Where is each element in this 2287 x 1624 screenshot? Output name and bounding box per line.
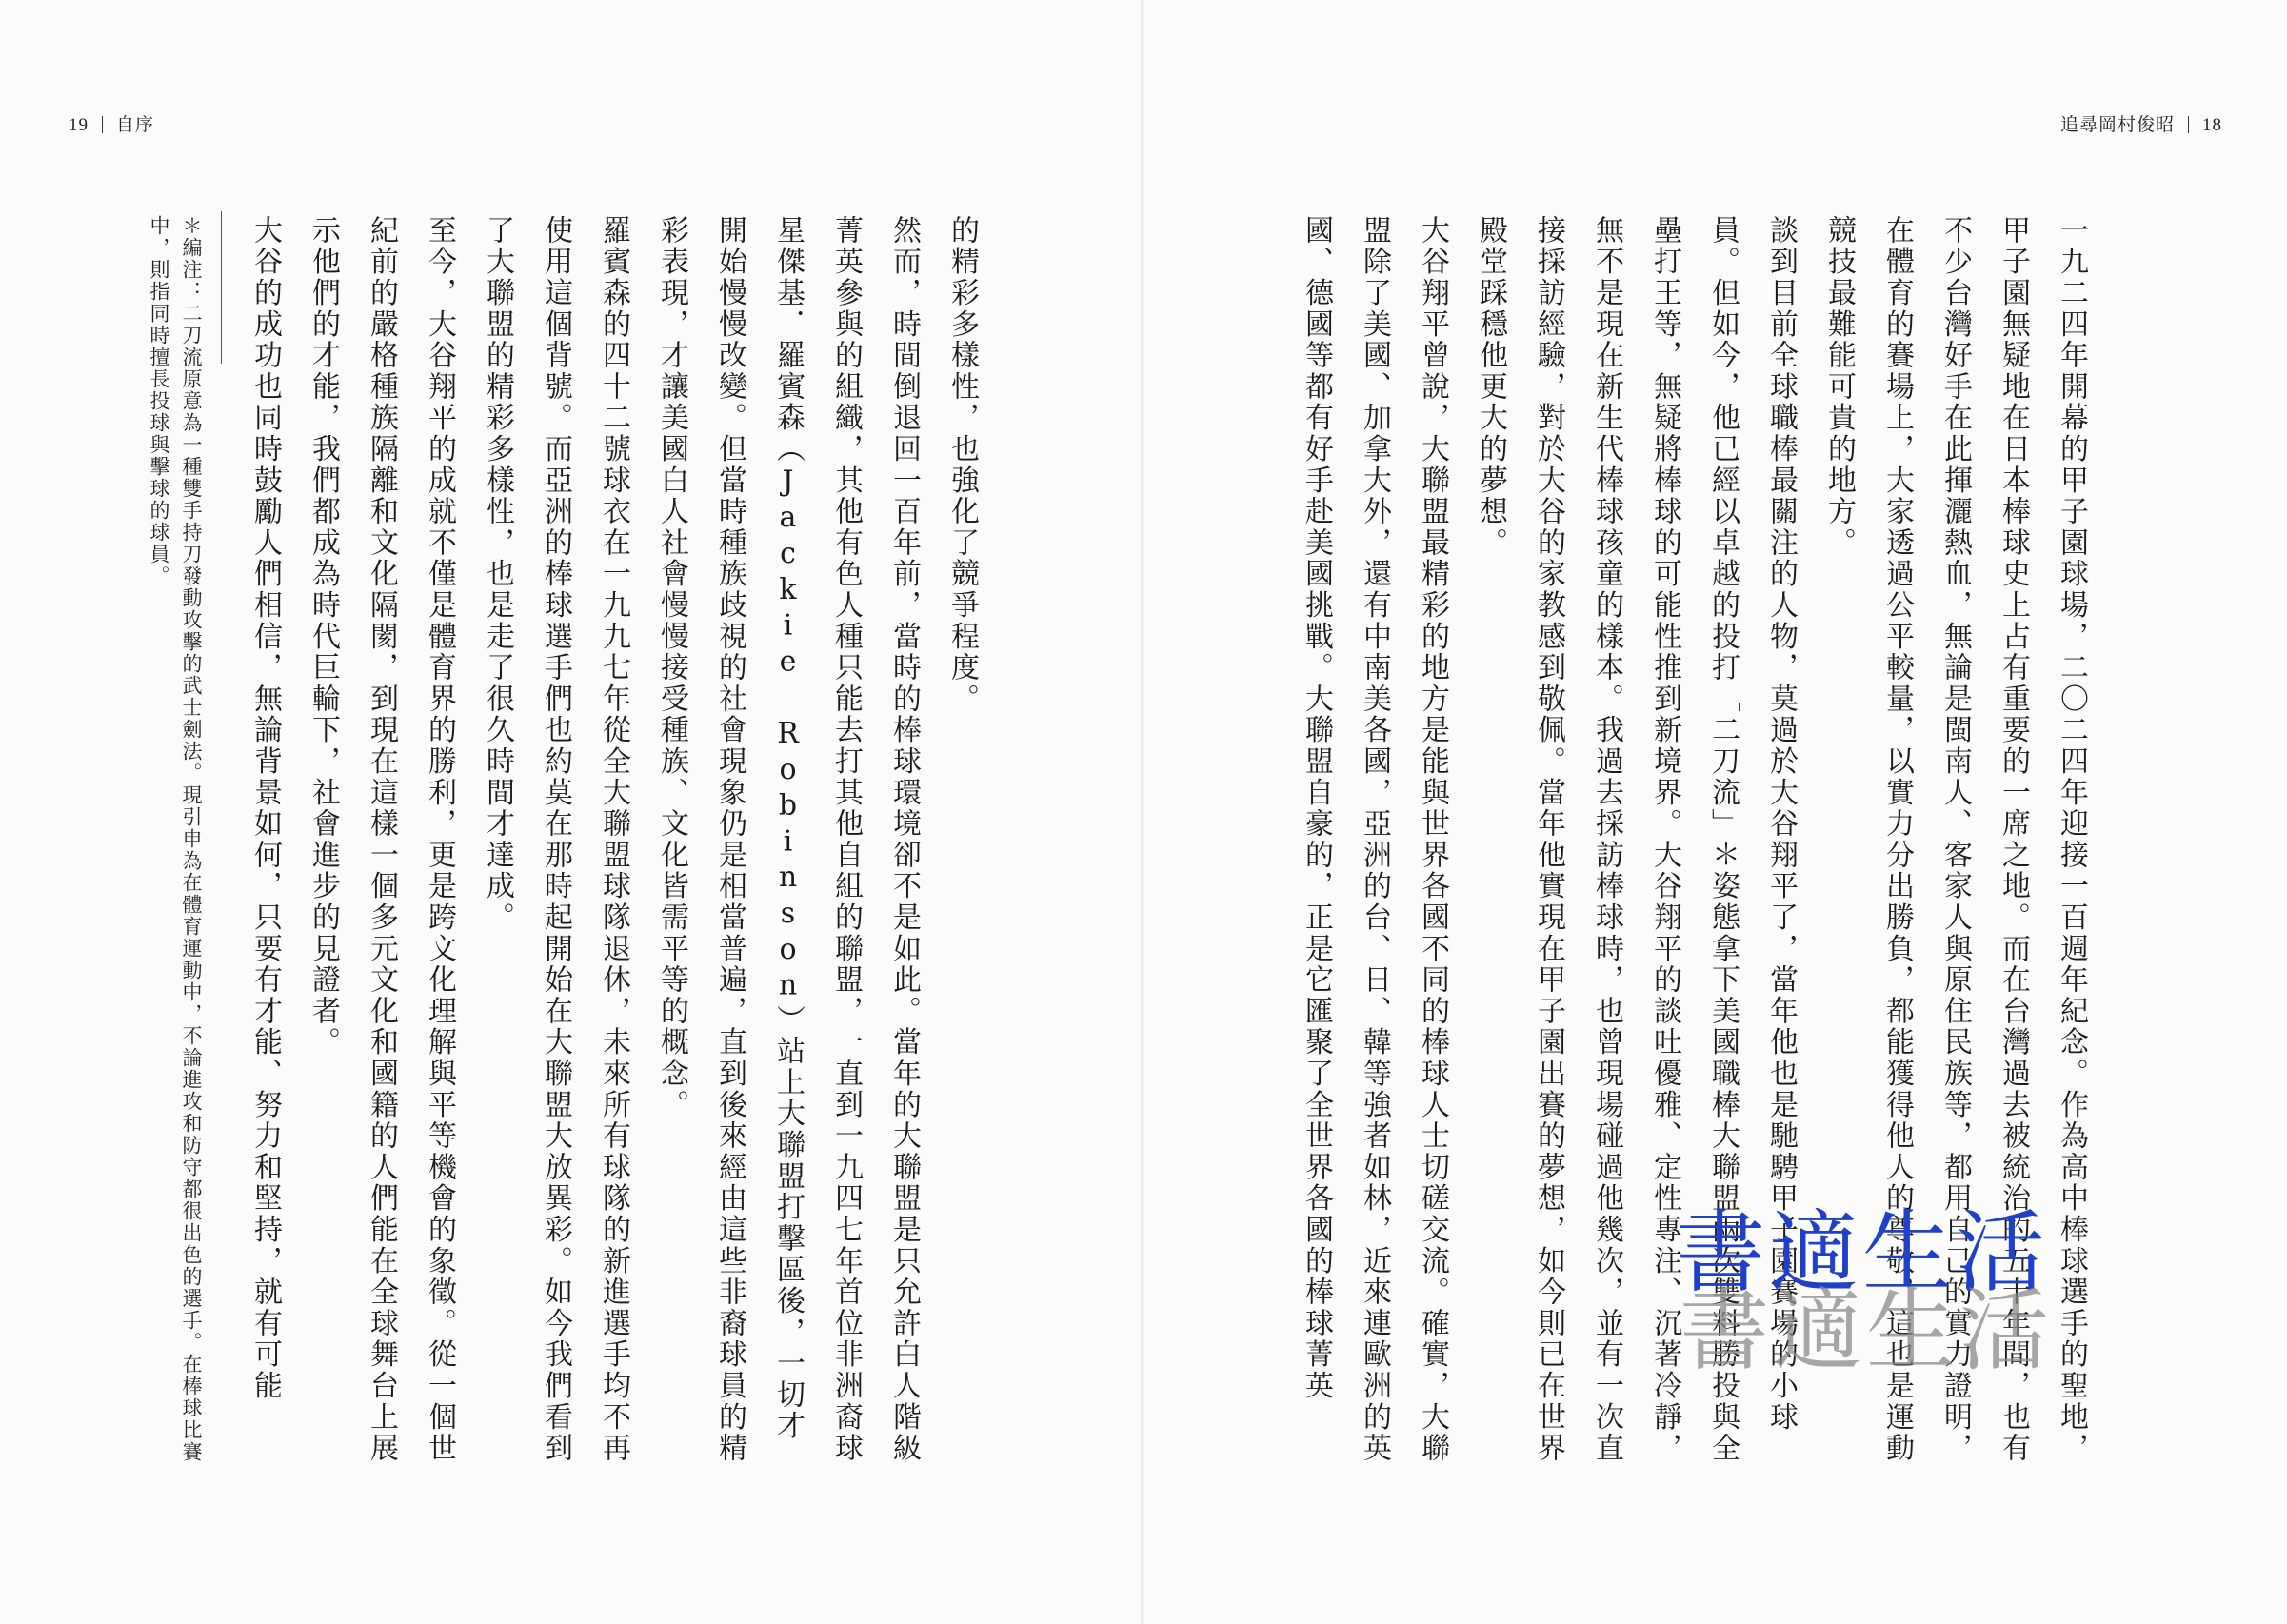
watermark-secondary: 書適生活 (1680, 1279, 2054, 1383)
body-paragraph: 的精彩多樣性，也強化了競爭程度。 (945, 215, 979, 715)
body-paragraph: 羅賓森的四十二號球衣在一九九七年從全大聯盟球隊退休，未來所有球隊的新進選手均不再使用這個背號。而亞洲的棒球選手們也約莫在那時起開始在大聯盟大放異彩。如今我們看到了大聯盟的精彩多樣性，也是走了很久時間才達成。 (481, 215, 630, 1464)
left-header-title: 自序 (116, 114, 155, 135)
body-paragraph: 一九二四年開幕的甲子園球場，二〇二四年迎接一百週年紀念。作為高中棒球選手的聖地，甲子園無疑地在日本棒球史上占有重要的一席之地。而在台灣過去被統治的五十年間，也有不少台灣好手在此揮灑熱血，無論是閩南人、客家人與原住民族等，都用自己的實力證明，在體育的賽場上，大家透過公平較量，以實力分出勝負，都能獲得他人的尊敬，這也是運動競技最難能可貴的地方。 (1822, 215, 2088, 1464)
body-paragraph: 大谷的成功也同時鼓勵人們相信，無論背景如何，只要有才能、努力和堅持，就有可能 (249, 215, 282, 1402)
body-paragraph: 然而，時間倒退回一百年前，當時的棒球環境卻不是如此。當年的大聯盟是只允許白人階級菁英參與的組織，其他有色人種只能去打其他自組的聯盟，一直到一九四七年首位非洲裔球星傑基．羅賓森（Jackie Robinson）站上大聯盟打擊區後，一切才開始慢慢改變。但當時種族歧視的社會現象仍是相當普遍，直到後來經由這些非裔球員的精彩表現，才讓美國白人社會慢慢接受種族、文化皆需平等的概念。 (655, 215, 921, 1464)
publisher-watermark (1676, 1201, 2054, 1383)
header-divider (102, 116, 103, 133)
left-page (0, 0, 1143, 1624)
footnote-rule (221, 211, 222, 364)
left-body-text (236, 215, 991, 1472)
body-paragraph: 大谷翔平曾說，大聯盟最精彩的地方是能與世界各國不同的棒球人士切磋交流。確實，大聯盟除了美國、加拿大外，還有中南美各國，亞洲的台、日、韓等強者如林，近來連歐洲的英國、德國等都有好手赴美國挑戰。大聯盟自豪的，正是它匯聚了全世界各國的棒球菁英 (1300, 215, 1449, 1464)
body-paragraph: 至今，大谷翔平的成就不僅是體育界的勝利，更是跨文化理解與平等機會的象徵。從一個世紀前的嚴格種族隔離和文化隔閡，到現在這樣一個多元文化和國籍的人們能在全球舞台上展示他們的才能，我們都成為時代巨輪下，社會進步的見證者。 (307, 215, 456, 1464)
header-divider (2188, 116, 2189, 133)
body-paragraph: 談到目前全球職棒最關注的人物，莫過於大谷翔平了，當年他也是馳騁甲子園賽場的小球員。但如今，他已經以卓越的投打「二刀流」＊姿態拿下美國職棒大聯盟兩次雙料勝投與全壘打王等，無疑將棒球的可能性推到新境界。大谷翔平的談吐優雅、定性專注、沉著冷靜，無不是現在新生代棒球孩童的樣本。我過去採訪棒球時，也曾現場碰過他幾次，並有一次直接採訪經驗，對於大谷的家教感到敬佩。當年他實現在甲子園出賽的夢想，如今則已在世界殿堂踩穩他更大的夢想。 (1474, 215, 1798, 1464)
right-page-number: 18 (2202, 115, 2222, 135)
watermark-primary: 書適生活 (1676, 1201, 2050, 1305)
footnote: ＊編注：二刀流原意為一種雙手持刀發動攻擊的武士劍法。現引申為在體育運動中，不論進攻和防守都很出色的選手。在棒球比賽中，則指同時擅長投球與擊球的球員。 (148, 215, 203, 1463)
right-running-header (2060, 110, 2222, 136)
left-running-header (69, 110, 154, 136)
right-header-title: 追尋岡村俊昭 (2059, 114, 2175, 135)
left-page-number: 19 (69, 115, 89, 135)
